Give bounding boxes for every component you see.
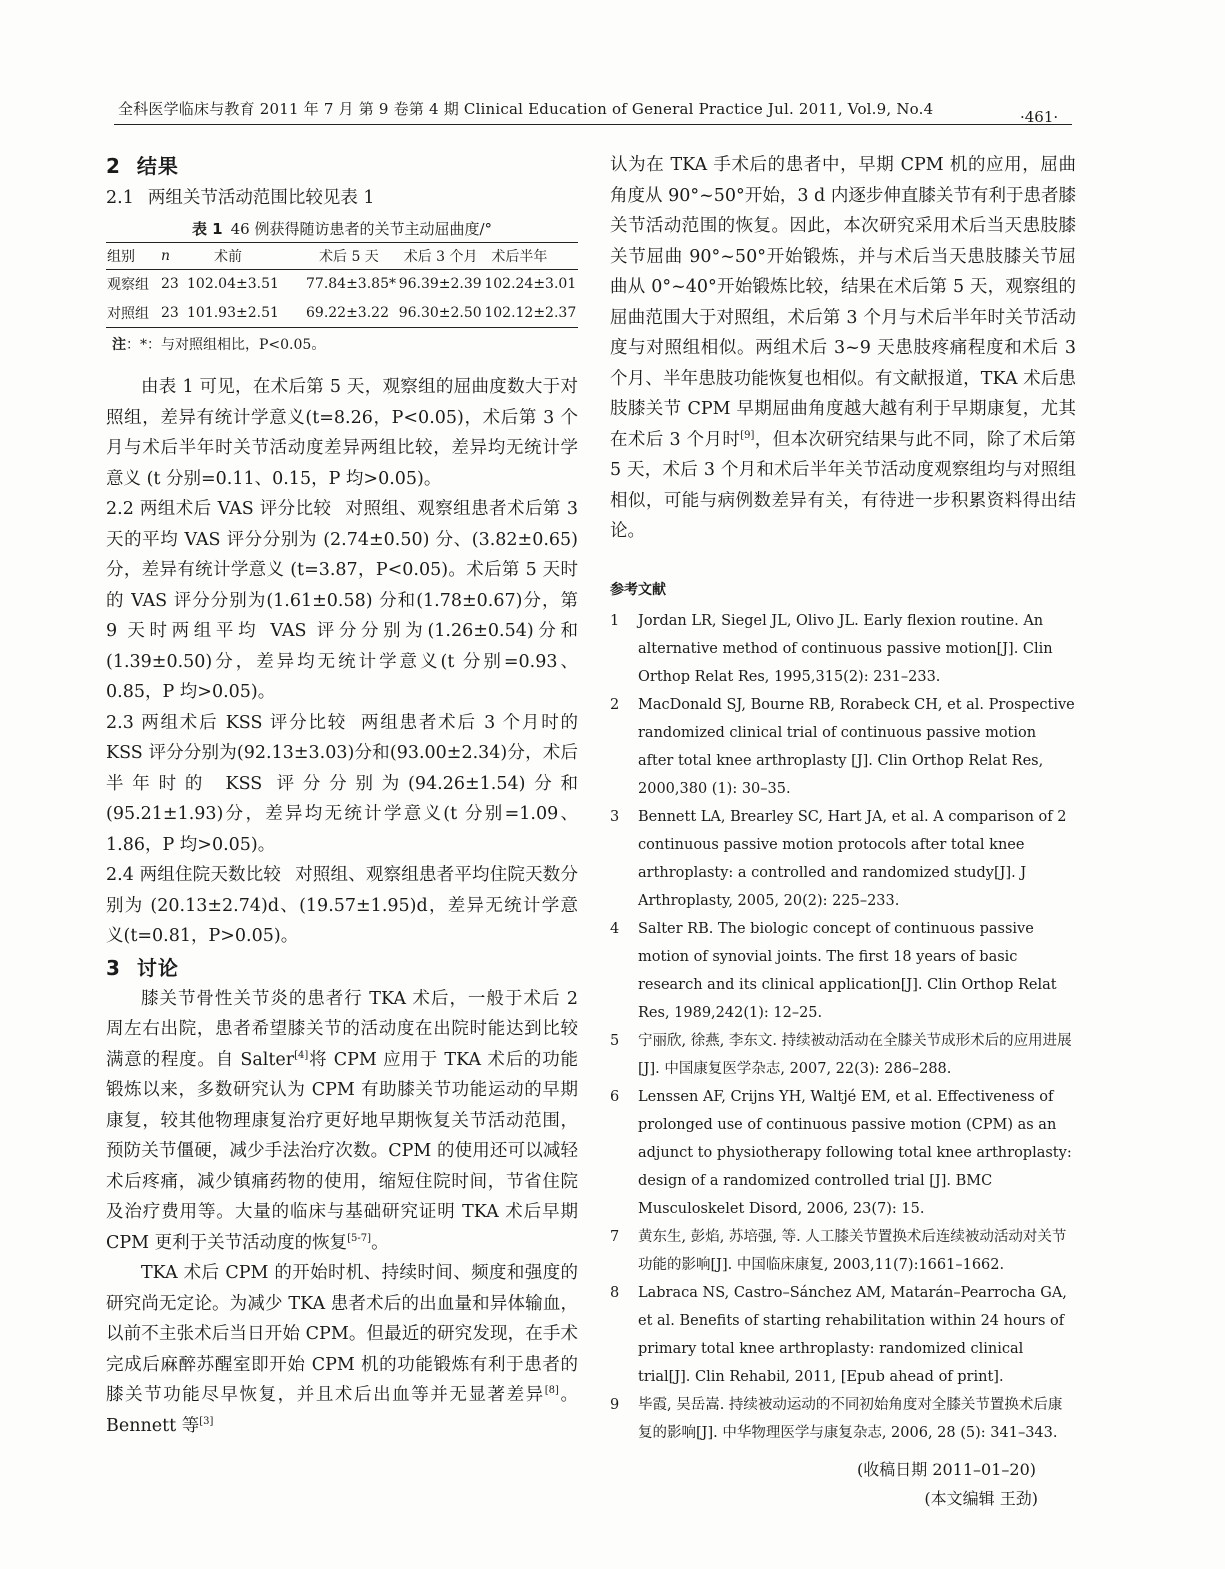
table-header-cell: 术后 3 个月 [403,249,478,265]
reference-item: 5 宁丽欣, 徐燕, 李东文. 持续被动活动在全膝关节成形术后的应用进展[J]. 中国康复医学杂志, 2007, 22(3): 286–288. [610,1032,1072,1077]
reference-item: 6 Lenssen AF, Crijns YH, Waltjé EM, et al. Effectiveness of prolonged use of continuous passive motion (CPM) as an adjunct to physiotherapy following total knee arthroplasty: design of a randomized controlled trial [J]. BMC Musculoskelet Disord, 2006, 23(7): 15. [610,1088,1072,1217]
left-column [106,150,578,1441]
results-paragraph: 由表 1 可见，在术后第 5 天，观察组的屈曲度数大于对照组，差异有统计学意义(t=8.26，P<0.05)，术后第 3 个月与术后半年时关节活动度差异两组比较，差异均无统计学意义 (t 分别=0.11、0.15，P 均>0.05)。 [106,377,578,489]
citation[interactable]: [3] [199,1415,214,1427]
table-row [106,299,578,328]
table-cell: 102.24±3.01 [484,276,577,293]
right-column [610,150,1076,1513]
discussion-paragraph-2: TKA 术后 CPM 的开始时机、持续时间、频度和强度的研究尚无定论。为减少 TKA 患者术后的出血量和异体输血，以前不主张术后当日开始 CPM。但最近的研究发现，在手术完成后麻醉苏醒室即开始 CPM 机的功能锻炼有利于患者的膝关节功能尽早恢复，并且术后出血等并无显著差异[8]。Bennett 等[3] [106,1263,579,1436]
table-header-row [106,243,578,270]
table-header-cell: 术后半年 [491,249,548,265]
section-2-3: 2.3 两组术后 KSS 评分比较 两组患者术后 3 个月时的 KSS 评分分别为(92.13±3.03)分和(93.00±2.34)分，术后半年时的 KSS 评分分别为(94.26±1.54)分和(95.21±1.93)分，差异均无统计学意义(t 分别=1.09、1.86，P 均>0.05)。 [106,712,578,855]
section-heading-discussion: 3 讨论 [106,955,179,980]
table-row [106,270,578,299]
table-header-cell: n [161,248,171,264]
table-cell: 23 [161,276,179,293]
discussion-paragraph-continued: 认为在 TKA 手术后的患者中，早期 CPM 机的应用，屈曲角度从 90°~50°开始，3 d 内逐步伸直膝关节有利于患者膝关节活动范围的恢复。因此，本次研究采用术后当天患肢膝关节屈曲 90°~50°开始锻炼，并与术后当天患肢膝关节屈曲从 0°~40°开始锻炼比较，结果在术后第 5 天，观察组的屈曲范围大于对照组，术后第 3 个月与术后半年时关节活动度与对照组相似。两组术后 3~9 天患肢疼痛程度和术后 3 个月、半年患肢功能恢复也相似。有文献报道，TKA 术后患肢膝关节 CPM 早期屈曲角度越大越有利于早期康复，尤其在术后 3 个月时[9]，但本次研究结果与此不同，除了术后第 5 天，术后 3 个月和术后半年关节活动度观察组均与对照组相似，可能与病例数差异有关，有待进一步积累资料得出结论。 [610,155,1076,541]
table-caption: 表 1 46 例获得随访患者的关节主动屈曲度/° [191,220,493,238]
table-cell: 101.93±2.51 [187,304,279,321]
citation[interactable]: [4] [294,1049,309,1061]
table-header-cell: 术前 [214,249,242,265]
table-cell: 77.84±3.85* [306,276,396,293]
section-heading-results: 2 结果 [106,154,179,178]
header-rule [114,124,1072,125]
page-number: ·461· [1020,108,1059,126]
table-header-cell: 组别 [107,249,135,265]
subsection-heading-2-1: 2.1 两组关节活动范围比较见表 1 [106,188,375,208]
table-cell: 96.30±2.50 [398,304,482,321]
reference-item: 7 黄东生, 彭焰, 苏培强, 等. 人工膝关节置换术后连续被动活动对关节功能的影响[J]. 中国临床康复, 2003,11(7):1661–1662. [610,1228,1067,1273]
reference-item: 1 Jordan LR, Siegel JL, Olivo JL. Early flexion routine. An alternative method of continuous passive motion[J]. Clin Orthop Relat Res, 1995,315(2): 231–233. [610,612,1053,685]
reference-item: 2 MacDonald SJ, Bourne RB, Rorabeck CH, et al. Prospective randomized clinical trial of continuous passive motion after total knee arthroplasty [J]. Clin Orthop Relat Res, 2000,380 (1): 30–35. [610,696,1075,797]
citation[interactable]: [9] [740,429,755,441]
table-cell: 23 [161,304,179,321]
section-2-4: 2.4 两组住院天数比较 对照组、观察组患者平均住院天数分别为 (20.13±2.74)d、(19.57±1.95)d，差异无统计学意义(t=0.81，P>0.05)。 [106,865,578,946]
reference-item: 4 Salter RB. The biologic concept of continuous passive motion of synovial joints. The first 18 years of basic research and its clinical application[J]. Clin Orthop Relat Res, 1989,242(1): 12–25. [610,920,1057,1021]
discussion-paragraph-1: 膝关节骨性关节炎的患者行 TKA 术后，一般于术后 2 周左右出院，患者希望膝关节的活动度在出院时能达到比较满意的程度。自 Salter[4]将 CPM 应用于 TKA 术后的功能锻炼以来，多数研究认为 CPM 有助膝关节功能运动的早期康复，较其他物理康复治疗更好地早期恢复关节活动范围，预防关节僵硬，减少手法治疗次数。CPM 的使用还可以减轻术后疼痛，减少镇痛药物的使用，缩短住院时间，节省住院及治疗费用等。大量的临床与基础研究证明 TKA 术后早期 CPM 更利于关节活动度的恢复[5-7]。 [106,988,578,1253]
editor-credit: (本文编辑 王劲) [924,1488,1038,1508]
received-date: (收稿日期 2011–01–20) [856,1459,1036,1479]
table-cell: 102.12±2.37 [484,304,577,321]
table-cell: 69.22±3.22 [306,304,389,321]
references-heading: 参考文献 [610,581,666,598]
reference-item: 3 Bennett LA, Brearley SC, Hart JA, et al. A comparison of 2 continuous passive motion protocols after total knee arthroplasty: a controlled and randomized study[J]. J Arthroplasty, 2005, 20(2): 225–233. [610,808,1067,909]
table-note: 注：*：与对照组相比，P<0.05。 [112,337,326,353]
table-cell: 观察组 [107,277,149,294]
running-header: 全科医学临床与教育 2011 年 7 月 第 9 卷第 4 期 Clinical Education of General Practice Jul. 2011, Vol.9, No.4 [118,100,934,118]
citation[interactable]: [8] [544,1385,559,1397]
reference-item: 8 Labraca NS, Castro–Sánchez AM, Matarán–Pearrocha GA, et al. Benefits of starting rehabilitation within 24 hours of primary total knee arthroplasty: randomized clinical trial[J]. Clin Rehabil, 2011, [Epub ahead of print]. [610,1284,1067,1385]
section-2-2: 2.2 两组术后 VAS 评分比较 对照组、观察组患者术后第 3 天的平均 VAS 评分分别为 (2.74±0.50) 分、(3.82±0.65) 分，差异有统计学意义 (t=3.87，P<0.05)。术后第 5 天时的 VAS 评分分别为(1.61±0.58) 分和(1.78±0.67)分，第 9 天时两组平均 VAS 评分分别为(1.26±0.54)分和(1.39±0.50)分，差异均无统计学意义(t 分别=0.93、0.85，P 均>0.05)。 [106,499,578,702]
table-1 [106,242,578,328]
table-cell: 对照组 [107,305,149,322]
reference-list [610,607,1076,1447]
table-cell: 102.04±3.51 [187,276,279,293]
reference-item: 9 毕霞, 吴岳嵩. 持续被动运动的不同初始角度对全膝关节置换术后康复的影响[J]. 中华物理医学与康复杂志, 2006, 28 (5): 341–343. [610,1396,1063,1441]
table-cell: 96.39±2.39 [398,276,482,293]
table-header-cell: 术后 5 天 [319,249,379,265]
citation[interactable]: [5-7] [347,1232,372,1244]
